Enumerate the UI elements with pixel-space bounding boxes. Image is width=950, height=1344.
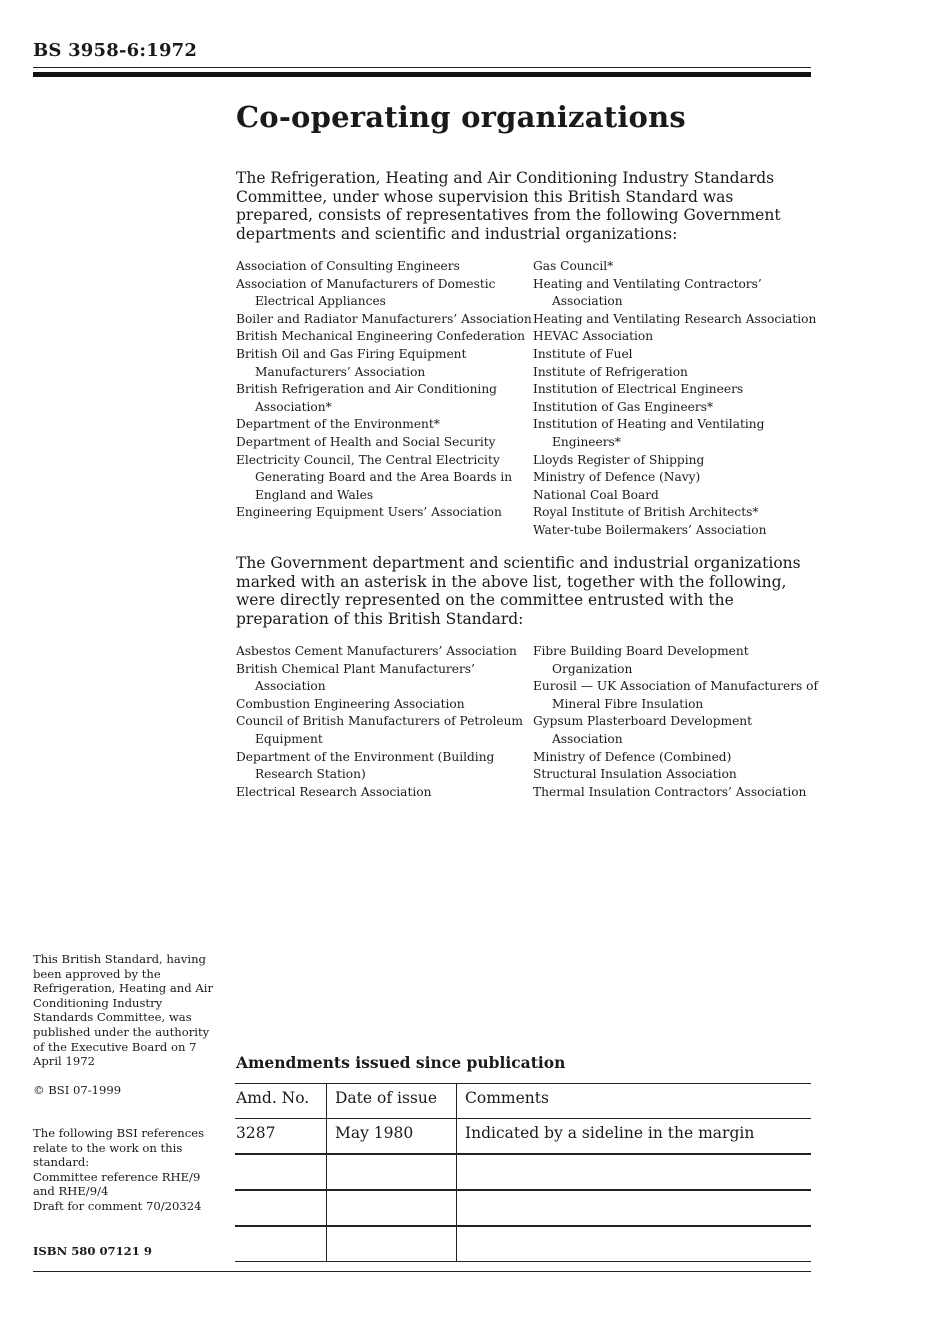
column-header-date: Date of issue [327,1084,457,1119]
amd-no-cell [235,1190,327,1226]
table-row [235,1119,811,1155]
date-cell [327,1226,457,1262]
list-item: Institute of Fuel [533,346,633,361]
document-id: BS 3958-6:1972 [33,40,198,61]
list-item: National Coal Board [533,487,659,502]
committee-reference: Committee reference RHE/9 and RHE/9/4 [33,1169,201,1199]
footer-rule [33,1271,811,1272]
list-item: Ministry of Defence (Navy) [533,470,701,485]
isbn: ISBN 580 07121 9 [33,1244,152,1258]
approval-note: This British Standard, having been approved by the Refrigeration, Heating and Air Conditioning Industry Standards Committee, was published under the authority of the Executive Board on 7 April 1972 [33,952,213,1069]
table-row [235,1190,811,1226]
list-item: British Refrigeration and Air Conditioning Association* [236,382,497,414]
committee-list [236,258,826,540]
date-cell [327,1154,457,1190]
amd-no-cell [235,1226,327,1262]
header-rule-thin [33,67,811,68]
list-item: Institution of Electrical Engineers [533,382,744,397]
committee-list-left [236,258,533,540]
page-title: Co-operating organizations [236,100,686,134]
list-item: Heating and Ventilating Contractors’ Association [533,276,762,309]
list-item: Institution of Gas Engineers* [533,399,714,414]
list-item: Fibre Building Board Development Organization [533,644,749,676]
table-header-row [235,1084,811,1119]
references-intro: The following BSI references relate to the work on this standard: [33,1126,205,1170]
list-item: Gas Council* [533,259,614,273]
list-item: Combustion Engineering Association [236,696,465,711]
committee-list-right [533,258,826,540]
list-item: Lloyds Register of Shipping [533,452,705,467]
list-item: British Mechanical Engineering Confederation [236,329,525,344]
draft-comment: Draft for comment 70/20324 [33,1198,202,1213]
list-item: Water-tube Boilermakers’ Association [533,522,767,537]
date-cell: May 1980 [327,1119,457,1155]
list-item: Association of Consulting Engineers [236,259,460,273]
list-item: Asbestos Cement Manufacturers’ Association [236,644,517,658]
column-header-amd-no: Amd. No. [235,1084,327,1119]
list-item: Department of the Environment (Building Research Station) [236,749,495,782]
direct-representation-list [236,643,826,801]
list-item: Eurosil — UK Association of Manufacturers of Mineral Fibre Insulation [533,679,818,711]
list-item: Association of Manufacturers of Domestic Electrical Appliances [236,276,496,309]
amendments-table [235,1083,811,1262]
list-item: Department of Health and Social Security [236,434,496,449]
list-item: Institution of Heating and Ventilating Engineers* [533,417,765,449]
list-item: Electricity Council, The Central Electricity Generating Board and the Area Boards in England and Wales [236,452,513,502]
list-item: Heating and Ventilating Research Association [533,311,817,326]
copyright-notice: © BSI 07-1999 [33,1083,122,1097]
list-item: Royal Institute of British Architects* [533,505,759,520]
list-item: British Oil and Gas Firing Equipment Manufacturers’ Association [236,346,467,379]
column-header-comments: Comments [465,1089,549,1107]
list-item: Boiler and Radiator Manufacturers’ Association [236,311,532,326]
direct-list-right [533,643,826,801]
table-row [235,1154,811,1190]
list-item: HEVAC Association [533,329,654,344]
comments-cell [457,1154,812,1190]
list-item: Council of British Manufacturers of Petroleum Equipment [236,714,523,746]
second-paragraph: The Government department and scientific and industrial organizations marked with an asterisk in the above list, together with the following, were directly represented on the committee entrusted with the preparation of this British Standard: [236,554,801,628]
table-row [235,1226,811,1262]
direct-list-left [236,643,533,801]
amendments-title: Amendments issued since publication [236,1053,566,1072]
comments-cell: Indicated by a sideline in the margin [465,1124,755,1142]
comments-cell [457,1190,812,1226]
date-cell [327,1190,457,1226]
intro-paragraph: The Refrigeration, Heating and Air Conditioning Industry Standards Committee, under whose supervision this British Standard was prepared, consists of representatives from the following Government departments and scientific and industrial organizations: [236,169,781,243]
comments-cell [457,1226,812,1262]
list-item: Ministry of Defence (Combined) [533,749,732,764]
list-item: Structural Insulation Association [533,767,737,782]
list-item: Thermal Insulation Contractors’ Association [533,784,807,799]
header-rule-thick [33,72,811,77]
list-item: Electrical Research Association [236,784,432,799]
amd-no-cell: 3287 [235,1119,327,1155]
bsi-references [33,1126,218,1214]
amd-no-cell [235,1154,327,1190]
list-item: Engineering Equipment Users’ Association [236,505,502,520]
list-item: British Chemical Plant Manufacturers’ Association [236,661,475,694]
list-item: Institute of Refrigeration [533,364,688,379]
list-item: Department of the Environment* [236,417,440,432]
list-item: Gypsum Plasterboard Development Association [533,714,753,746]
